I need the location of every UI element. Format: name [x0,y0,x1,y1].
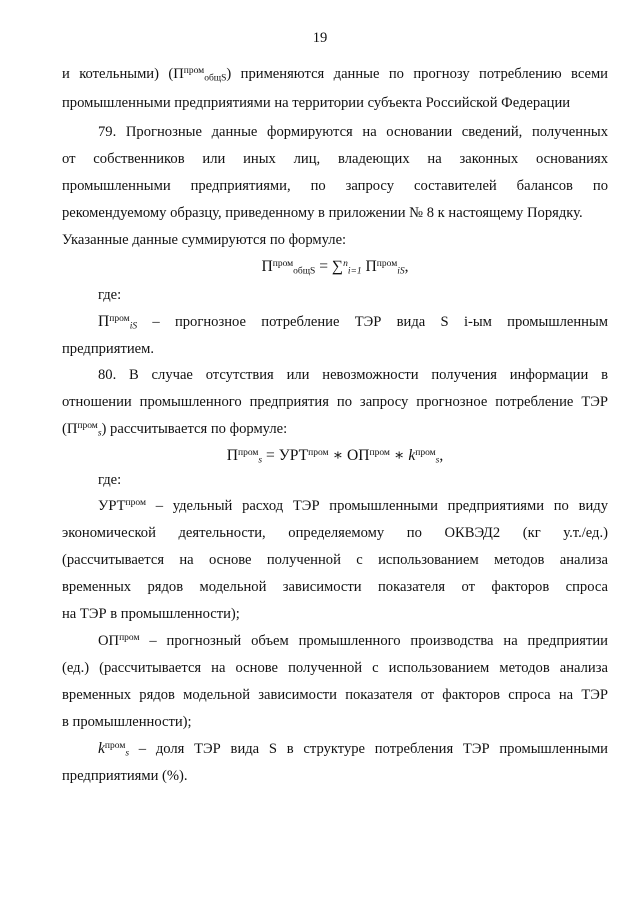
definition-line: предприятием. [62,341,154,357]
paragraph-79-line: рекомендуемому образцу, приведенному в приложении № 8 к настоящему Порядку. [62,205,583,221]
text-line: промышленными предприятиями на территории субъекта Российской Федерации [62,95,571,111]
formula-sum: $П^{пром}_{общS} = \sum^n_{i=1}$ $П^{пром}_{iS}$, [261,258,409,277]
definition-k-line: $k^{пром}_s$ – доля ТЭР вида S в структуре потребления ТЭР промышленными [98,740,608,759]
definition-op-line: (ед.) (рассчитывается на основе полученной с использованием методов анализа [62,660,608,676]
definition-op-line: временных рядов модельной зависимости показателя от факторов спроса на ТЭР [62,687,608,703]
paragraph-80-line: 80. В случае отсутствия или невозможности получения информации в [98,367,608,383]
text-fragment: и котельными) (П [62,66,184,82]
superscript: пром [183,65,205,76]
paragraph-79-line: от собственников или иных лиц, владеющих на законных основаниях [62,151,608,167]
paragraph-79-line: 79. Прогнозные данные формируются на основании сведений, полученных [98,124,608,140]
definition-urt-line: на ТЭР в промышленности); [62,606,240,622]
definition-k-line: предприятиями (%). [62,768,188,784]
paragraph-80-line: отношении промышленного предприятия по запросу прогнозное потребление ТЭР [62,394,608,410]
paragraph-79-line: Указанные данные суммируются по формуле: [62,232,347,248]
definition-urt-line: временных рядов модельной зависимости показателя от факторов спроса [62,579,608,595]
subscript: общS [204,73,227,84]
paragraph-80-line: $(П^{пром}_s)$ рассчитывается по формуле: [62,420,288,439]
page-number: 19 [312,30,328,46]
definition-urt-line: (рассчитывается на основе полученной с использованием методов анализа [62,552,608,568]
where-label: где: [98,287,122,303]
definition-op-line: в промышленности); [62,714,192,730]
definition-urt-line: $УРТ^{пром}$ – удельный расход ТЭР промышленными предприятиями по виду [98,497,608,514]
definition-op-line: $ОП^{пром}$ – прогнозный объем промышленного производства на предприятии [98,632,608,649]
definition-line: $П^{пром}_{iS}$ – прогнозное потребление ТЭР вида S i-ым промышленным [98,313,609,332]
text-fragment: ) применяются данные по прогнозу потреблению всеми [226,66,608,82]
text-line [62,63,608,85]
definition-urt-line: экономической деятельности, определяемому по ОКВЭД2 (кг у.т./ед.) [62,525,608,541]
paragraph-79-line: промышленными предприятиями, по запросу составителей балансов по [62,178,608,194]
where-label: где: [98,472,122,488]
formula-product: $П^{пром}_s = УРТ^{пром}$ ∗ $ОП^{пром}$ ∗ $k^{пром}_s$, [226,447,444,466]
